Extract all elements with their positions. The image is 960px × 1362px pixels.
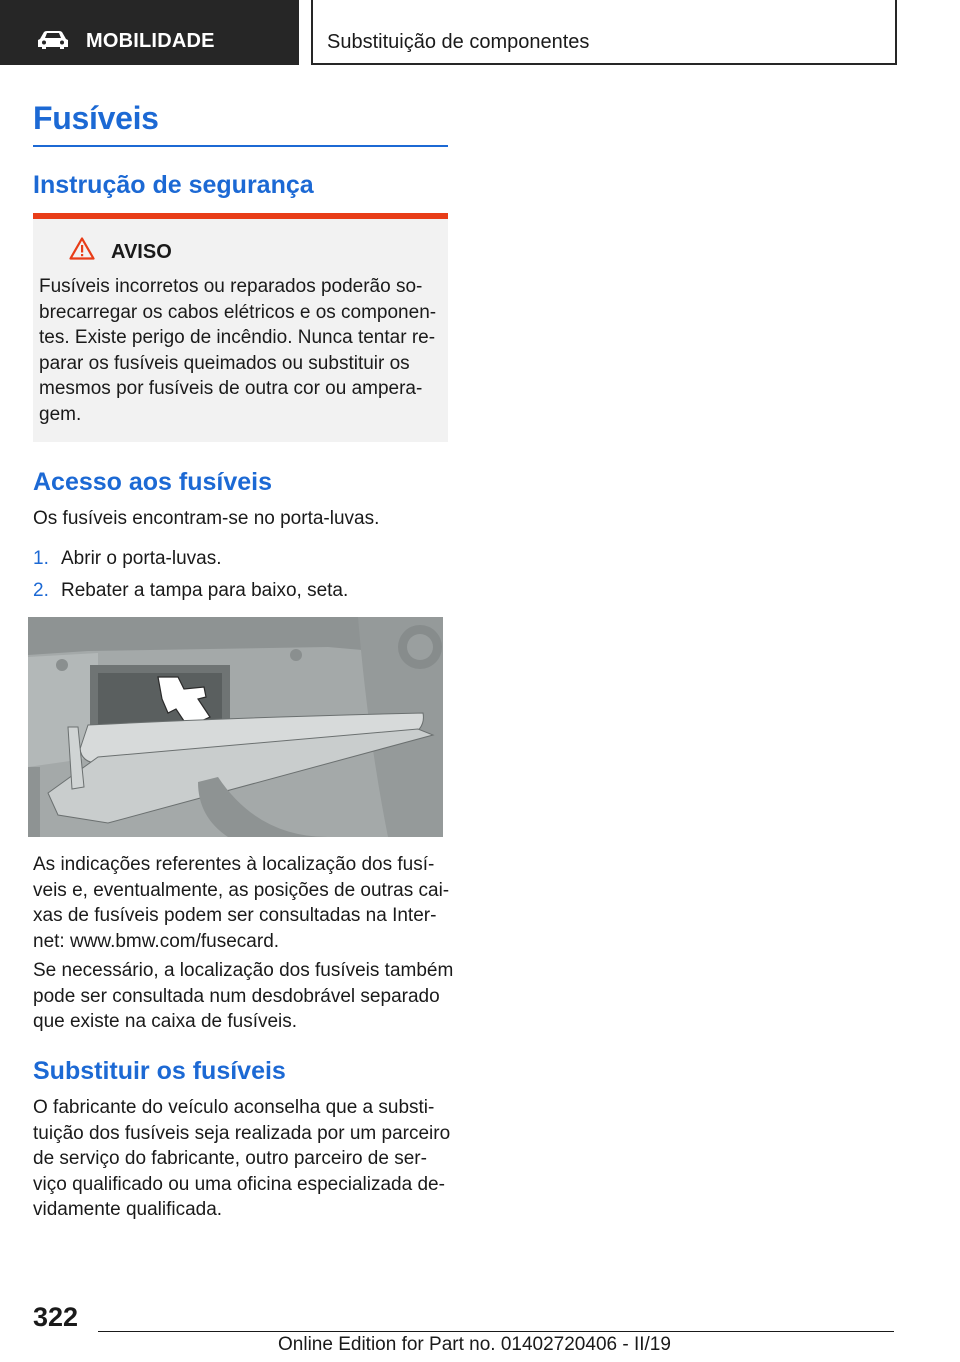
car-icon	[36, 30, 70, 50]
footer-edition: Online Edition for Part no. 01402720406 - II/19	[278, 1334, 671, 1355]
warning-line: Fusíveis incorretos ou reparados poderão so‐	[39, 276, 423, 297]
page-title: Fusíveis	[33, 100, 159, 136]
paragraph-line: de serviço do fabricante, outro parceiro de ser‐	[33, 1148, 427, 1170]
fuse-leaflet-paragraph	[33, 958, 453, 1035]
warning-line: tes. Existe perigo de incêndio. Nunca tentar re‐	[39, 327, 436, 349]
header-chapter-label: Substituição de componentes	[327, 31, 590, 53]
paragraph-line: viço qualificado ou uma oficina especializada de‐	[33, 1173, 445, 1195]
warning-line: mesmos por fusíveis de outra cor ou ampera‐	[39, 378, 423, 400]
warning-box	[33, 219, 448, 442]
glovebox-illustration	[28, 617, 443, 837]
paragraph-line: tuição dos fusíveis seja realizada por um parceiro	[33, 1122, 451, 1144]
paragraph-line: Se necessário, a localização dos fusíveis também	[33, 960, 454, 981]
paragraph-line: O fabricante do veículo aconselha que a substi‐	[33, 1097, 435, 1118]
paragraph-line: net: www.bmw.com/fusecard.	[33, 930, 280, 952]
safety-heading: Instrução de segurança	[33, 171, 314, 199]
paragraph-line: vidamente qualificada.	[33, 1199, 223, 1221]
header-chapter-box	[311, 0, 897, 65]
warning-line: gem.	[39, 403, 82, 425]
paragraph-line: xas de fusíveis podem ser consultadas na Inter‐	[33, 905, 437, 927]
paragraph-line: veis e, eventualmente, as posições de outras cai‐	[33, 879, 450, 901]
step-item	[33, 578, 348, 603]
paragraph-line: que existe na caixa de fusíveis.	[33, 1011, 298, 1033]
warning-line: parar os fusíveis queimados ou substituir os	[39, 352, 410, 374]
paragraph-line: pode ser consultada num desdobrável separado	[33, 985, 440, 1007]
page-number: 322	[33, 1302, 79, 1332]
replace-heading: Substituir os fusíveis	[33, 1057, 286, 1085]
replace-paragraph	[33, 1095, 453, 1223]
access-intro: Os fusíveis encontram-se no porta-luvas.	[33, 508, 380, 529]
warning-text	[39, 274, 444, 428]
warning-line: brecarregar os cabos elétricos e os componen‐	[39, 301, 437, 323]
step-text: Abrir o porta-luvas.	[61, 548, 222, 569]
glovebox-drawing	[28, 617, 443, 837]
step-item	[33, 546, 222, 571]
footer-divider	[98, 1331, 894, 1332]
paragraph-line: As indicações referentes à localização dos fusí‐	[33, 854, 435, 875]
access-heading: Acesso aos fusíveis	[33, 468, 273, 496]
header-section-label: MOBILIDADE	[86, 30, 215, 52]
step-text: Rebater a tampa para baixo, seta.	[61, 580, 349, 601]
step-number: 2.	[33, 580, 49, 601]
step-number: 1.	[33, 548, 49, 569]
warning-label: AVISO	[111, 241, 172, 263]
warning-triangle-icon	[69, 237, 95, 260]
title-divider	[33, 145, 448, 147]
header-section-tab	[0, 0, 299, 65]
fuse-location-paragraph	[33, 852, 453, 954]
